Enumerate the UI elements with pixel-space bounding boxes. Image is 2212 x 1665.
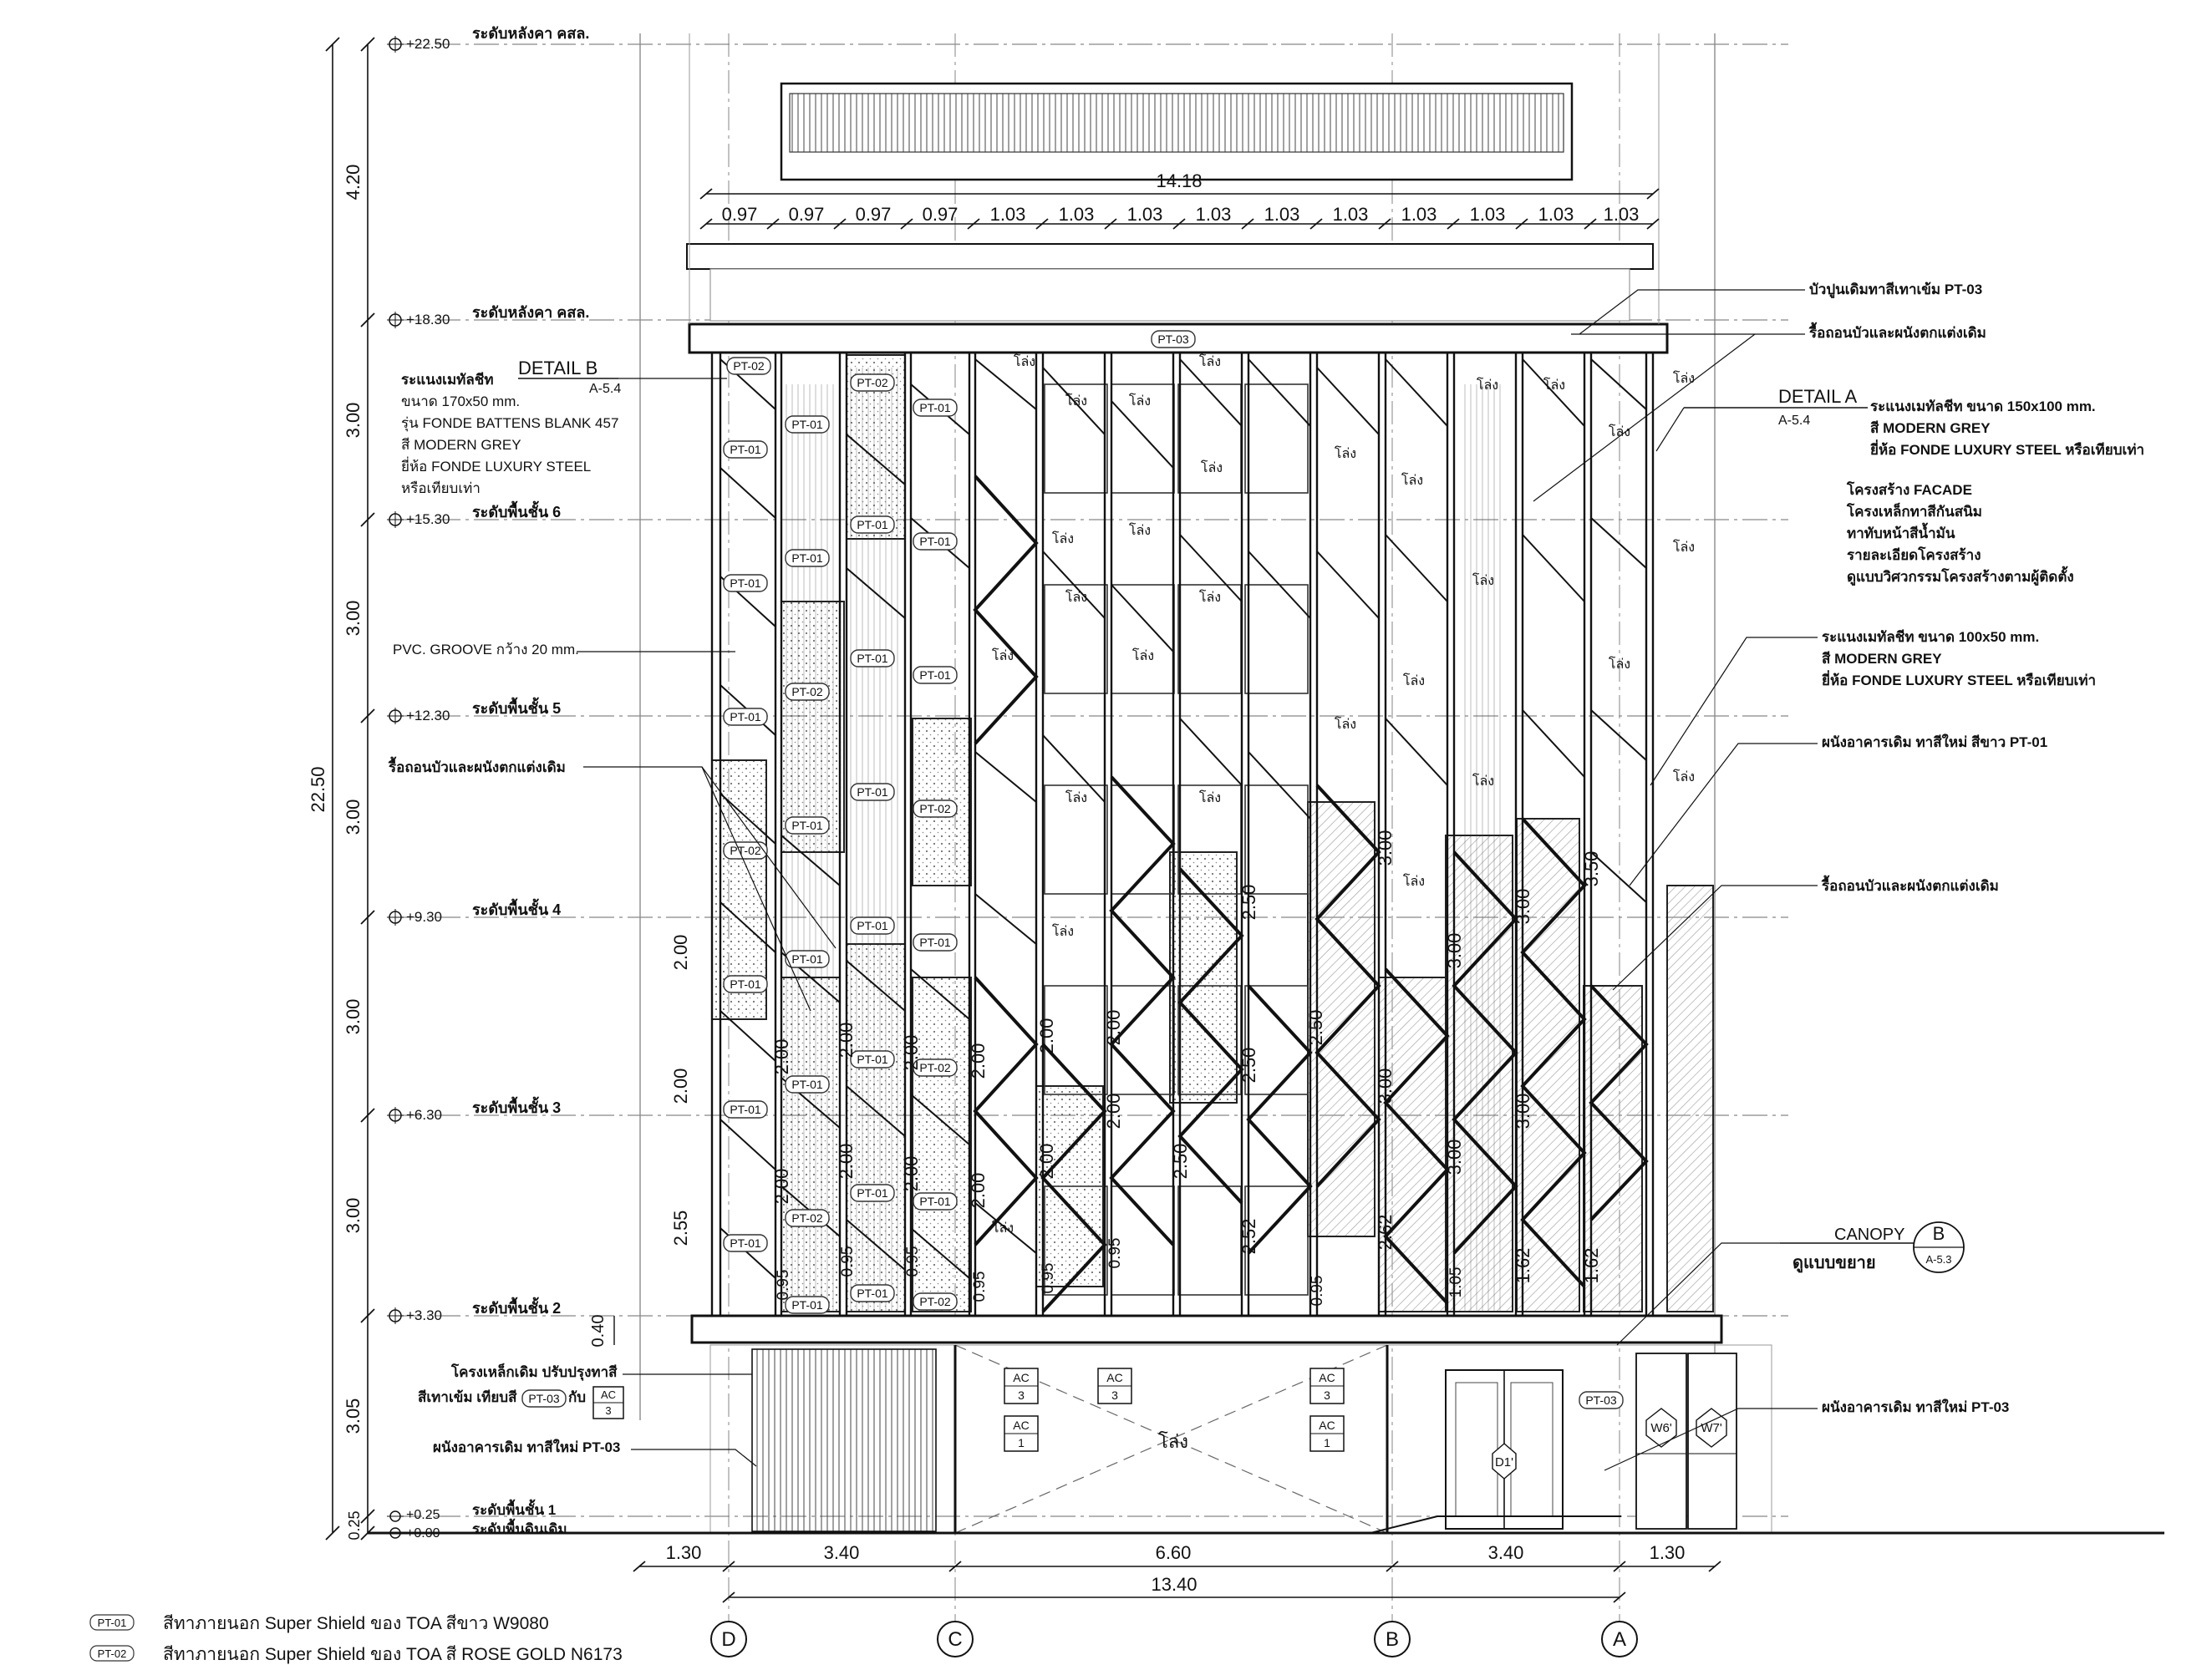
svg-text:2.50: 2.50: [1305, 1009, 1326, 1046]
wall-pt03-note: ผนังอาคารเดิม ทาสีใหม่ PT-03: [1822, 1399, 2010, 1415]
vdim-seg: 3.00: [343, 799, 364, 835]
canopy-see: ดูแบบขยาย: [1792, 1254, 1876, 1272]
bottom-dim-seg: 1.30: [1649, 1542, 1686, 1563]
level-marker: [387, 304, 589, 328]
svg-text:2.00: 2.00: [1036, 1018, 1057, 1054]
svg-text:PT-01: PT-01: [857, 785, 888, 799]
svg-text:PT-01: PT-01: [857, 1287, 888, 1300]
facade-structure-line: โครงเหล็กทาสีกันสนิม: [1847, 504, 1982, 520]
level-markers: [387, 25, 592, 1541]
pt-tag: [724, 1235, 767, 1251]
svg-text:3.00: 3.00: [1513, 888, 1533, 925]
level-value: +22.50: [406, 36, 450, 52]
ac-tag: [593, 1387, 623, 1419]
pt-tag: [724, 708, 767, 725]
facade-structure-line: รายละเอียดโครงสร้าง: [1847, 547, 1981, 563]
pt-tag: [1152, 331, 1195, 348]
grid-bubble: [1375, 1622, 1410, 1657]
vdim-canopy: 0.40: [589, 1314, 608, 1348]
open-label: โล่ง: [1672, 770, 1696, 784]
open-label: โล่ง: [1543, 378, 1566, 393]
svg-text:2.00: 2.00: [1036, 1143, 1057, 1180]
svg-text:1.62: 1.62: [1581, 1247, 1602, 1284]
svg-text:3.00: 3.00: [1375, 830, 1396, 866]
pt-tag: [786, 951, 829, 967]
top-dim-seg: 1.03: [1538, 204, 1574, 225]
level-label: ระดับพื้นดินเดิม: [472, 1521, 567, 1537]
level-label: ระดับพื้นชั้น 3: [472, 1099, 562, 1116]
facade-structure-line: โครงสร้าง FACADE: [1847, 482, 1972, 498]
svg-text:PT-01: PT-01: [730, 1103, 761, 1116]
svg-text:2.00: 2.00: [836, 1143, 857, 1180]
top-dim-seg: 1.03: [1401, 204, 1437, 225]
canopy-section-mark: [1914, 1222, 1964, 1272]
svg-text:PT-01: PT-01: [919, 936, 951, 949]
svg-text:B: B: [1385, 1628, 1400, 1651]
svg-text:AC: AC: [1106, 1371, 1123, 1384]
open-label: โล่ง: [1402, 875, 1426, 889]
level-label: ระดับพื้นชั้น 1: [472, 1502, 557, 1518]
svg-text:0.95: 0.95: [971, 1271, 989, 1302]
pt-tag: [851, 1185, 894, 1201]
vdim-seg: 3.00: [343, 402, 364, 439]
svg-text:PT-02: PT-02: [919, 802, 951, 815]
pt-tag: [724, 575, 767, 591]
batten-spec-line: ขนาด 170x50 mm.: [401, 393, 521, 409]
svg-text:PT-01: PT-01: [791, 418, 823, 431]
open-label: โล่ง: [1608, 425, 1631, 439]
svg-text:2.00: 2.00: [670, 1068, 691, 1104]
svg-text:2.00: 2.00: [771, 1038, 792, 1075]
batten-150-line: สี MODERN GREY: [1870, 420, 1991, 436]
level-label: ระดับหลังคา คสล.: [472, 25, 590, 42]
level-label: ระดับพื้นชั้น 6: [472, 504, 562, 520]
svg-text:0.95: 0.95: [839, 1246, 857, 1277]
pt-tag: [913, 1293, 957, 1310]
grid-bubble: [938, 1622, 973, 1657]
level-marker: [387, 500, 561, 528]
pt-tag: [851, 1285, 894, 1302]
wall-pt01-note: ผนังอาคารเดิม ทาสีใหม่ สีขาว PT-01: [1822, 734, 2048, 750]
svg-text:PT-01: PT-01: [857, 652, 888, 665]
roof-structure: [687, 33, 1667, 353]
open-label: โล่ง: [1198, 791, 1222, 805]
batten-100-line: ยี่ห้อ FONDE LUXURY STEEL หรือเทียบเท่า: [1822, 673, 2097, 688]
svg-text:C: C: [948, 1628, 963, 1651]
pt-tag: [724, 842, 767, 859]
svg-text:AC: AC: [1013, 1371, 1030, 1384]
bottom-dim-seg: 1.30: [665, 1542, 702, 1563]
batten-100-line: สี MODERN GREY: [1822, 651, 1942, 667]
svg-text:D1': D1': [1494, 1455, 1514, 1470]
pt-tag: [851, 516, 894, 533]
svg-text:AC: AC: [600, 1388, 617, 1401]
svg-text:2.00: 2.00: [1103, 1093, 1124, 1129]
pt-tag: [913, 399, 957, 416]
vdim-seg: 0.25: [346, 1510, 363, 1541]
svg-text:PT-02: PT-02: [857, 376, 888, 389]
batten-spec-line: รุ่น FONDE BATTENS BLANK 457: [401, 415, 619, 431]
pt-tag: [1579, 1392, 1623, 1409]
svg-text:PT-01: PT-01: [857, 518, 888, 531]
level-value: +3.30: [406, 1307, 443, 1323]
ac-tag: [1004, 1368, 1038, 1404]
ground-floor: [368, 1316, 2164, 1533]
open-label: โล่ง: [1131, 649, 1155, 663]
svg-text:3.50: 3.50: [1581, 850, 1602, 887]
open-label: โล่ง: [1200, 461, 1223, 475]
svg-text:PT-01: PT-01: [791, 1078, 823, 1091]
svg-text:PT-01: PT-01: [791, 952, 823, 966]
svg-text:2.00: 2.00: [901, 1034, 922, 1071]
level-label: ระดับหลังคา คสล.: [472, 304, 590, 321]
svg-text:PT-01: PT-01: [791, 819, 823, 832]
ac-tag: [1310, 1416, 1344, 1451]
svg-text:D: D: [721, 1628, 736, 1651]
svg-text:สีทาภายนอก Super Shield ของ TO: สีทาภายนอก Super Shield ของ TOA สีขาว W9080: [163, 1614, 549, 1633]
open-label: โล่ง: [1401, 474, 1424, 488]
pt-tag: [913, 1193, 957, 1210]
open-label: โล่ง: [1051, 925, 1075, 939]
svg-text:PT-02: PT-02: [730, 844, 761, 857]
level-value: +18.30: [406, 312, 450, 327]
svg-text:3.00: 3.00: [1375, 1068, 1396, 1104]
open-label: โล่ง: [1476, 378, 1499, 393]
svg-text:AC: AC: [1013, 1419, 1030, 1432]
vertical-dimensions: [308, 38, 617, 1541]
top-dim-seg: 1.03: [1469, 204, 1506, 225]
steel-structure-note: กับ: [568, 1389, 587, 1405]
level-value: +9.30: [406, 909, 443, 925]
detail-a-ref: A-5.4: [1778, 414, 1811, 428]
level-label: ระดับพื้นชั้น 5: [472, 700, 562, 717]
left-callouts: [388, 358, 836, 1466]
top-dim-seg: 1.03: [1126, 204, 1163, 225]
pt-tag: [913, 667, 957, 683]
level-value: +0.25: [406, 1508, 440, 1522]
open-label: โล่ง: [1065, 591, 1088, 605]
top-dim-seg: 0.97: [922, 204, 959, 225]
svg-text:PT-02: PT-02: [791, 1211, 823, 1225]
vdim-seg: 3.00: [343, 1197, 364, 1234]
open-label: โล่ง: [1198, 355, 1222, 369]
svg-text:PT-02: PT-02: [919, 1295, 951, 1308]
open-label: โล่ง: [1608, 657, 1631, 672]
svg-text:3.00: 3.00: [1444, 1139, 1465, 1175]
level-value: +0.00: [406, 1526, 440, 1541]
batten-spec-line: สี MODERN GREY: [401, 437, 521, 453]
ac-tag: [1004, 1416, 1038, 1451]
top-dim-seg: 0.97: [855, 204, 892, 225]
pt-tag: [724, 976, 767, 992]
open-label: โล่ง: [1334, 447, 1357, 461]
svg-text:PT-01: PT-01: [97, 1617, 127, 1629]
open-label: โล่ง: [1402, 674, 1426, 688]
svg-text:3: 3: [1111, 1388, 1118, 1402]
svg-text:PT-02: PT-02: [97, 1647, 127, 1660]
svg-text:3: 3: [605, 1404, 612, 1417]
pt-tag: [913, 800, 957, 817]
pt-tag: [786, 550, 829, 566]
svg-text:3.00: 3.00: [1444, 932, 1465, 969]
level-marker: [387, 898, 561, 926]
grid-bubble: [711, 1622, 746, 1657]
svg-text:W6': W6': [1650, 1421, 1672, 1435]
detail-b-ref: A-5.4: [589, 382, 622, 396]
open-label: โล่ง: [1065, 394, 1088, 409]
top-dim-seg: 0.97: [788, 204, 825, 225]
svg-text:B: B: [1932, 1223, 1945, 1244]
svg-text:2.55: 2.55: [670, 1210, 691, 1246]
svg-text:2.52: 2.52: [1238, 1218, 1259, 1255]
facade-structure-line: ทาทับหน้าสีน้ำมัน: [1847, 525, 1955, 541]
svg-text:A-5.3: A-5.3: [1925, 1253, 1952, 1266]
vdim-seg: 4.20: [343, 164, 364, 201]
svg-text:3: 3: [1324, 1388, 1330, 1402]
open-label: โล่ง: [991, 649, 1014, 663]
pt-tag: [786, 416, 829, 433]
vdim-seg: 3.05: [343, 1398, 364, 1434]
open-label: โล่ง: [1672, 372, 1696, 386]
remove-moulding-note: รื้อถอนบัวและผนังตกแต่งเดิม: [389, 759, 566, 775]
top-dim-seg: 1.03: [1332, 204, 1369, 225]
svg-text:2.00: 2.00: [1103, 1009, 1124, 1046]
svg-text:PT-01: PT-01: [919, 535, 951, 548]
pt-tag: [786, 817, 829, 834]
svg-text:PT-01: PT-01: [730, 710, 761, 723]
remove-moulding-mid-note: รื้อถอนบัวและผนังตกแต่งเดิม: [1822, 878, 1999, 894]
svg-text:2.50: 2.50: [1170, 1143, 1191, 1180]
pt-tag: [724, 1101, 767, 1118]
top-dim-seg: 1.03: [989, 204, 1026, 225]
svg-text:PT-01: PT-01: [857, 919, 888, 932]
remove-moulding-top-note: รื้อถอนบัวและผนังตกแต่งเดิม: [1809, 325, 1986, 341]
batten-150-line: ระแนงเมทัลชีท ขนาด 150x100 mm.: [1870, 398, 2096, 414]
pt-tag: [913, 533, 957, 550]
level-label: ระดับพื้นชั้น 4: [472, 901, 562, 918]
detail-b-title: DETAIL B: [518, 358, 598, 378]
svg-text:0.95: 0.95: [1040, 1262, 1057, 1294]
open-label: โล่ง: [1472, 774, 1495, 789]
bottom-dim-seg: 3.40: [823, 1542, 860, 1563]
open-label: โล่ง: [1128, 524, 1152, 538]
svg-text:1: 1: [1018, 1436, 1025, 1449]
bottom-dim-seg: 3.40: [1487, 1542, 1524, 1563]
level-value: +12.30: [406, 708, 450, 723]
steel-structure-note: สีเทาเข้ม เทียบสี: [418, 1389, 517, 1405]
batten-spec-line: หรือเทียบเท่า: [401, 480, 481, 496]
svg-text:0.95: 0.95: [775, 1269, 792, 1301]
top-dim-seg: 1.03: [1603, 204, 1640, 225]
batten-spec-line: ระแนงเมทัลชีท: [401, 372, 494, 388]
svg-text:PT-01: PT-01: [730, 576, 761, 590]
svg-text:PT-01: PT-01: [730, 1236, 761, 1250]
facade-structure-line: ดูแบบวิศวกรรมโครงสร้างตามผู้ติดตั้ง: [1847, 569, 2074, 585]
svg-text:AC: AC: [1319, 1419, 1335, 1432]
svg-text:PT-02: PT-02: [733, 359, 765, 373]
svg-text:0.95: 0.95: [1309, 1275, 1326, 1307]
svg-text:PT-01: PT-01: [791, 1298, 823, 1312]
svg-text:2.50: 2.50: [1238, 1047, 1259, 1084]
canopy-title: CANOPY: [1834, 1226, 1905, 1244]
bottom-dimensions: [633, 1542, 1721, 1602]
svg-text:PT-03: PT-03: [1157, 332, 1189, 346]
open-label: โล่ง: [1334, 718, 1357, 732]
batten-spec-line: ยี่ห้อ FONDE LUXURY STEEL: [401, 459, 592, 475]
svg-text:PT-01: PT-01: [919, 668, 951, 682]
ac-tag: [1310, 1368, 1344, 1404]
pt-tag: [851, 650, 894, 667]
svg-text:2.00: 2.00: [968, 1043, 989, 1079]
vdim-total: 22.50: [308, 766, 328, 813]
svg-text:PT-02: PT-02: [791, 685, 823, 698]
svg-text:PT-01: PT-01: [857, 1186, 888, 1200]
top-dim-seg: 1.03: [1264, 204, 1300, 225]
svg-text:PT-03: PT-03: [1585, 1393, 1617, 1407]
svg-text:PT-01: PT-01: [857, 1053, 888, 1066]
grid-bubble: [1602, 1622, 1637, 1657]
facade-fins: [712, 353, 1713, 1316]
svg-text:3.00: 3.00: [1513, 1093, 1533, 1129]
open-label: โล่ง: [1472, 574, 1495, 588]
svg-text:2.00: 2.00: [968, 1172, 989, 1209]
detail-a-title: DETAIL A: [1778, 386, 1858, 407]
pt-tag: [786, 1076, 829, 1093]
vdim-seg: 3.00: [343, 998, 364, 1035]
svg-text:PT-01: PT-01: [919, 1195, 951, 1208]
svg-text:2.50: 2.50: [1238, 884, 1259, 921]
svg-text:PT-02: PT-02: [919, 1061, 951, 1074]
svg-text:3: 3: [1018, 1388, 1025, 1402]
svg-text:สีทาภายนอก Super Shield ของ TO: สีทาภายนอก Super Shield ของ TOA สี ROSE GOLD N6173: [163, 1645, 623, 1664]
open-label: โล่ง: [1672, 541, 1696, 555]
legend-item: [90, 1645, 623, 1664]
svg-text:PT-01: PT-01: [791, 551, 823, 565]
parapet-note: บัวปูนเดิมทาสีเทาเข้ม PT-03: [1809, 282, 1983, 297]
svg-text:0.95: 0.95: [904, 1246, 922, 1277]
level-value: +6.30: [406, 1107, 443, 1123]
open-label: โล่ง: [1013, 355, 1036, 369]
svg-text:A: A: [1612, 1628, 1627, 1651]
steel-structure-note: โครงเหล็กเดิม ปรับปรุงทาสี: [451, 1364, 618, 1380]
pvc-groove-note: PVC. GROOVE กว้าง 20 mm.: [393, 642, 579, 657]
batten-100-line: ระแนงเมทัลชีท ขนาด 100x50 mm.: [1822, 629, 2040, 645]
pt-tag: [786, 683, 829, 700]
top-dim-seg: 1.03: [1058, 204, 1095, 225]
svg-text:2.62: 2.62: [1375, 1214, 1396, 1251]
pt-tag: [851, 1051, 894, 1068]
svg-text:2.00: 2.00: [901, 1155, 922, 1192]
legend-item: [90, 1614, 549, 1633]
svg-text:2.00: 2.00: [771, 1168, 792, 1205]
bottom-dim-seg: 6.60: [1155, 1542, 1192, 1563]
legend: [90, 1614, 623, 1664]
svg-text:PT-01: PT-01: [730, 977, 761, 991]
svg-text:PT-03: PT-03: [528, 1392, 560, 1405]
svg-text:1.05: 1.05: [1447, 1267, 1465, 1298]
svg-text:PT-01: PT-01: [730, 443, 761, 456]
top-dim-overall: 14.18: [1156, 170, 1203, 191]
top-dim-seg: 0.97: [721, 204, 758, 225]
open-label: โล่ง: [1157, 1431, 1189, 1452]
level-marker: [387, 25, 589, 53]
open-label: โล่ง: [1051, 532, 1075, 546]
top-dim-seg: 1.03: [1195, 204, 1232, 225]
svg-text:W7': W7': [1701, 1421, 1722, 1435]
pt-tag: [851, 784, 894, 800]
pt-tag: [724, 441, 767, 458]
svg-text:PT-01: PT-01: [919, 401, 951, 414]
pt-tag: [851, 917, 894, 934]
vdim-seg: 3.00: [343, 600, 364, 637]
svg-text:0.95: 0.95: [1106, 1237, 1124, 1269]
open-label: โล่ง: [1128, 394, 1152, 409]
ac-tag: [1098, 1368, 1131, 1404]
pt-tag: [913, 934, 957, 951]
svg-text:1.62: 1.62: [1513, 1247, 1533, 1284]
level-value: +15.30: [406, 511, 450, 527]
bottom-dim-overall: 13.40: [1151, 1574, 1198, 1595]
svg-text:2.00: 2.00: [670, 934, 691, 971]
level-label: ระดับพื้นชั้น 2: [472, 1300, 562, 1317]
svg-text:AC: AC: [1319, 1371, 1335, 1384]
pt-tag: [851, 374, 894, 391]
pt-tag: [786, 1210, 829, 1226]
existing-wall-note: ผนังอาคารเดิม ทาสีใหม่ PT-03: [433, 1439, 621, 1455]
level-marker: [387, 697, 561, 724]
open-label: โล่ง: [1198, 591, 1222, 605]
open-label: โล่ง: [1065, 791, 1088, 805]
svg-text:2.00: 2.00: [836, 1022, 857, 1058]
batten-150-line: ยี่ห้อ FONDE LUXURY STEEL หรือเทียบเท่า: [1870, 442, 2145, 458]
pt-tag: [727, 358, 770, 374]
level-marker: [387, 1297, 561, 1324]
svg-text:1: 1: [1324, 1436, 1330, 1449]
open-label: โล่ง: [991, 1221, 1014, 1236]
level-marker: [387, 1096, 561, 1124]
level-marker: [387, 1499, 556, 1522]
pt-tag: [522, 1390, 566, 1407]
grid-bubbles: [711, 1622, 1637, 1657]
